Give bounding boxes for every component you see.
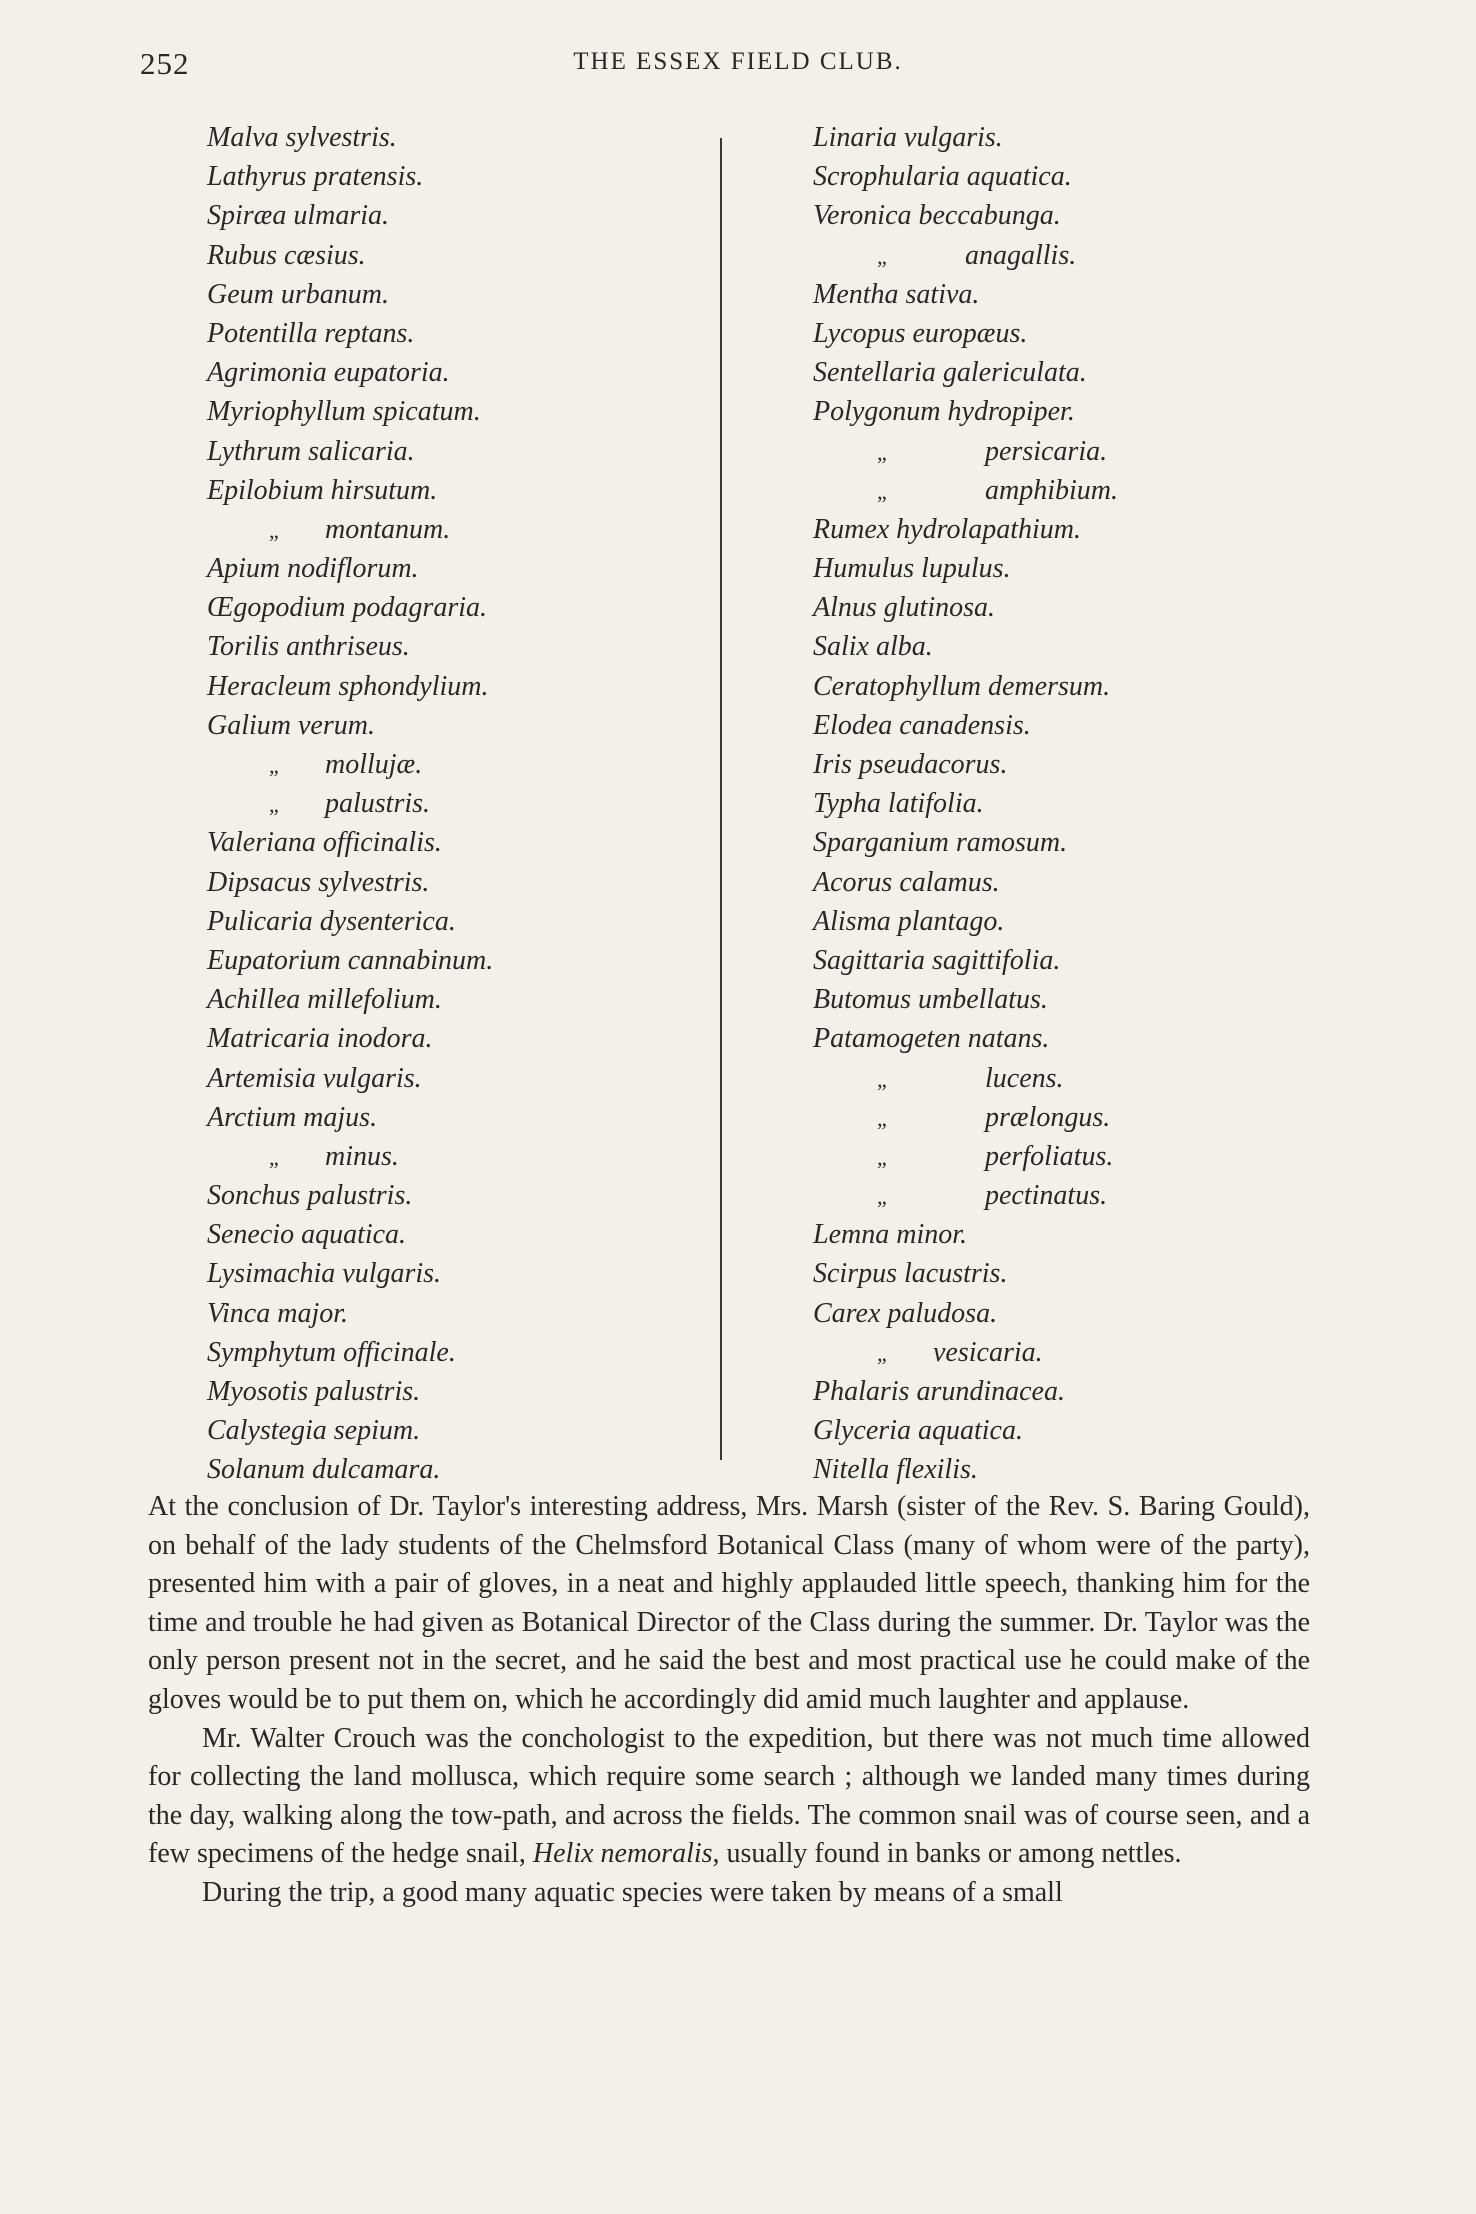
species-item bbox=[813, 392, 1118, 431]
species-name: Myosotis palustris. bbox=[207, 1376, 421, 1407]
species-item bbox=[207, 1098, 493, 1137]
species-item bbox=[207, 588, 493, 627]
species-name: Carex paludosa. bbox=[813, 1297, 998, 1329]
species-name: Senecio aquatica. bbox=[207, 1219, 407, 1251]
species-item bbox=[813, 236, 1118, 275]
species-item bbox=[207, 1333, 493, 1372]
species-item bbox=[813, 902, 1118, 941]
species-item bbox=[207, 314, 493, 353]
species-item bbox=[813, 1333, 1118, 1372]
species-name: Matricaria inodora. bbox=[207, 1023, 433, 1055]
species-name: Alnus glutinosa. bbox=[813, 592, 996, 624]
species-name: Galium verum. bbox=[207, 709, 375, 741]
species-name: Acorus calamus. bbox=[813, 866, 1000, 898]
species-name: Salix alba. bbox=[813, 631, 933, 663]
species-name: Lycopus europæus. bbox=[813, 317, 1028, 349]
species-name: lucens. bbox=[985, 1062, 1064, 1094]
ditto-mark: „ bbox=[877, 243, 887, 269]
ditto-mark: „ bbox=[877, 478, 887, 504]
species-item bbox=[207, 392, 493, 431]
species-item bbox=[207, 823, 493, 862]
species-item bbox=[207, 510, 493, 549]
species-item bbox=[813, 980, 1118, 1019]
species-item bbox=[207, 157, 493, 196]
species-item bbox=[813, 471, 1118, 510]
species-item bbox=[207, 941, 493, 980]
species-item bbox=[207, 1019, 493, 1058]
species-name: Calystegia sepium. bbox=[207, 1415, 421, 1447]
species-item bbox=[813, 667, 1118, 706]
species-name: amphibium. bbox=[985, 474, 1118, 506]
species-item bbox=[207, 353, 493, 392]
species-item bbox=[813, 745, 1118, 784]
species-item bbox=[813, 1059, 1118, 1098]
species-item bbox=[207, 667, 493, 706]
species-name: persicaria. bbox=[985, 435, 1108, 467]
species-item bbox=[813, 706, 1118, 745]
species-item bbox=[207, 1215, 493, 1254]
species-item bbox=[207, 236, 493, 275]
species-item bbox=[813, 1176, 1118, 1215]
species-name: pectinatus. bbox=[985, 1180, 1108, 1212]
species-name: Polygonum hydropiper. bbox=[813, 396, 1075, 428]
species-item bbox=[813, 1019, 1118, 1058]
species-name: Œgopodium podagraria. bbox=[207, 592, 487, 624]
species-item bbox=[207, 1254, 493, 1293]
species-name: Spiræa ulmaria. bbox=[207, 200, 390, 232]
species-name: Phalaris arundinacea. bbox=[813, 1376, 1065, 1407]
species-name: prælongus. bbox=[985, 1101, 1111, 1133]
species-item bbox=[813, 196, 1118, 235]
ditto-mark: „ bbox=[877, 1066, 887, 1092]
ditto-mark: „ bbox=[269, 517, 279, 543]
species-item bbox=[813, 1411, 1118, 1450]
species-item bbox=[813, 549, 1118, 588]
ditto-mark: „ bbox=[269, 753, 279, 778]
species-item bbox=[207, 196, 493, 235]
species-name: Epilobium hirsutum. bbox=[207, 474, 438, 506]
species-item bbox=[207, 1411, 493, 1450]
species-item bbox=[207, 627, 493, 666]
species-item bbox=[813, 1137, 1118, 1176]
species-name: Iris pseudacorus. bbox=[813, 749, 1008, 780]
species-item bbox=[813, 1254, 1118, 1293]
species-item bbox=[207, 1176, 493, 1215]
species-name: Veronica beccabunga. bbox=[813, 200, 1061, 232]
species-name: Scirpus lacustris. bbox=[813, 1258, 1008, 1290]
species-item bbox=[207, 784, 493, 823]
species-name: perfoliatus. bbox=[985, 1140, 1114, 1172]
ditto-mark: „ bbox=[877, 1184, 887, 1210]
page-header bbox=[0, 46, 1476, 86]
ditto-mark: „ bbox=[877, 1340, 887, 1366]
ditto-mark: „ bbox=[269, 792, 279, 818]
species-name: vesicaria. bbox=[933, 1336, 1043, 1368]
species-item bbox=[207, 863, 493, 902]
species-item bbox=[813, 784, 1118, 823]
species-list-right bbox=[813, 118, 1118, 1490]
species-item bbox=[813, 941, 1118, 980]
species-item bbox=[207, 1450, 493, 1489]
species-item bbox=[207, 980, 493, 1019]
species-name: Arctium majus. bbox=[207, 1101, 378, 1133]
species-item bbox=[207, 745, 493, 784]
species-name: Typha latifolia. bbox=[813, 788, 984, 820]
species-name: Lythrum salicaria. bbox=[207, 435, 415, 467]
running-title: THE ESSEX FIELD CLUB. bbox=[573, 48, 903, 75]
species-item bbox=[813, 314, 1118, 353]
species-item bbox=[813, 1450, 1118, 1489]
species-name: Heracleum sphondylium. bbox=[207, 670, 489, 702]
species-item bbox=[813, 1294, 1118, 1333]
species-name: Lemna minor. bbox=[813, 1219, 968, 1251]
species-item bbox=[207, 275, 493, 314]
species-item bbox=[813, 432, 1118, 471]
paragraph-gloves: At the conclusion of Dr. Taylor's interesting address, Mrs. Marsh (sister of the Rev. S. Baring Gould), on behalf of the lady students of the Chelmsford Botanical Class (many of whom were of the party), presented him with a pair of gloves, in a neat and highly applauded little speech, thanking him for the time and trouble he had given as Botanical Director of the Class during the summer. Dr. Taylor was the only person present not in the secret, and he said the best and most practical use he could make of the gloves would be to put them on, which he accordingly did amid much laughter and applause. bbox=[148, 1491, 1310, 1715]
species-item bbox=[813, 863, 1118, 902]
species-item bbox=[813, 1215, 1118, 1254]
species-item bbox=[813, 157, 1118, 196]
species-name: Ceratophyllum demersum. bbox=[813, 670, 1111, 702]
species-item bbox=[207, 471, 493, 510]
species-name: Sentellaria galericulata. bbox=[813, 357, 1087, 389]
species-name: Dipsacus sylvestris. bbox=[207, 866, 430, 898]
species-name: Mentha sativa. bbox=[813, 278, 980, 310]
species-item bbox=[207, 1372, 493, 1411]
species-name: montanum. bbox=[325, 513, 451, 545]
species-name: Solanum dulcamara. bbox=[207, 1454, 441, 1486]
ditto-mark: „ bbox=[877, 1105, 887, 1131]
species-item bbox=[813, 118, 1118, 157]
species-name: Sonchus palustris. bbox=[207, 1180, 413, 1212]
ditto-mark: „ bbox=[877, 1144, 887, 1170]
species-item bbox=[813, 823, 1118, 862]
species-name: Pulicaria dysenterica. bbox=[207, 905, 456, 937]
paragraph-aquatic: During the trip, a good many aquatic species were taken by means of a small bbox=[202, 1876, 1063, 1908]
species-name: Nitella flexilis. bbox=[813, 1454, 978, 1486]
species-name: Scrophularia aquatica. bbox=[813, 161, 1072, 193]
paragraph-text: , usually found in banks or among nettles. bbox=[712, 1838, 1182, 1870]
species-name: Sagittaria sagittifolia. bbox=[813, 944, 1061, 976]
species-item bbox=[813, 275, 1118, 314]
paragraph-conchology bbox=[148, 1720, 1310, 1874]
paragraph-text: Mr. Walter Crouch was the conchologist to the expedition, but there was not much time allowed for collecting the land mollusca, which require some search ; although we landed many times during the day, walking along the tow-path, and across the fields. The common snail was of course seen, and a few specimens of the hedge snail, bbox=[148, 1722, 1310, 1870]
species-item bbox=[207, 549, 493, 588]
species-name: Elodea canadensis. bbox=[813, 709, 1031, 741]
species-name: Glyceria aquatica. bbox=[813, 1415, 1023, 1447]
species-name: Helix nemoralis bbox=[532, 1838, 713, 1870]
species-name: Humulus lupulus. bbox=[813, 553, 1011, 585]
page-number: 252 bbox=[140, 46, 190, 81]
species-item bbox=[207, 1294, 493, 1333]
species-name: Eupatorium cannabinum. bbox=[207, 944, 494, 976]
species-name: Sparganium ramosum. bbox=[813, 827, 1068, 859]
species-name: Rubus cæsius. bbox=[207, 239, 366, 271]
species-item bbox=[813, 627, 1118, 666]
species-name: Lysimachia vulgaris. bbox=[207, 1258, 442, 1290]
species-name: Malva sylvestris. bbox=[207, 122, 397, 153]
species-list-left bbox=[207, 118, 493, 1490]
species-name: Valeriana officinalis. bbox=[207, 827, 442, 859]
ditto-mark: „ bbox=[269, 1144, 279, 1170]
species-item bbox=[207, 118, 493, 157]
species-name: Agrimonia eupatoria. bbox=[207, 357, 450, 389]
species-name: Symphytum officinale. bbox=[207, 1336, 456, 1368]
species-name: Myriophyllum spicatum. bbox=[207, 396, 481, 428]
species-item bbox=[813, 1372, 1118, 1411]
species-name: Achillea millefolium. bbox=[207, 984, 442, 1016]
species-item bbox=[207, 902, 493, 941]
ditto-mark: „ bbox=[877, 439, 887, 465]
species-name: Patamogeten natans. bbox=[813, 1023, 1050, 1055]
species-name: Alisma plantago. bbox=[813, 905, 1005, 937]
species-name: mollujæ. bbox=[325, 749, 423, 780]
species-name: Geum urbanum. bbox=[207, 278, 389, 310]
species-name: palustris. bbox=[325, 788, 431, 820]
species-item bbox=[207, 1137, 493, 1176]
species-item bbox=[207, 432, 493, 471]
species-name: Torilis anthriseus. bbox=[207, 631, 410, 663]
species-item bbox=[813, 588, 1118, 627]
species-name: Potentilla reptans. bbox=[207, 317, 415, 349]
body-text bbox=[148, 1488, 1310, 1913]
species-name: Butomus umbellatus. bbox=[813, 984, 1048, 1016]
species-name: minus. bbox=[325, 1140, 399, 1172]
species-item bbox=[207, 1059, 493, 1098]
species-name: anagallis. bbox=[965, 239, 1077, 271]
species-name: Vinca major. bbox=[207, 1297, 349, 1329]
species-name: Lathyrus pratensis. bbox=[207, 161, 424, 193]
species-name: Artemisia vulgaris. bbox=[207, 1062, 422, 1094]
species-name: Linaria vulgaris. bbox=[813, 122, 1003, 153]
species-name: Apium nodiflorum. bbox=[207, 553, 419, 585]
species-item bbox=[813, 510, 1118, 549]
species-item bbox=[813, 353, 1118, 392]
species-item bbox=[813, 1098, 1118, 1137]
species-name: Rumex hydrolapathium. bbox=[813, 513, 1082, 545]
column-divider bbox=[720, 138, 722, 1460]
species-item bbox=[207, 706, 493, 745]
